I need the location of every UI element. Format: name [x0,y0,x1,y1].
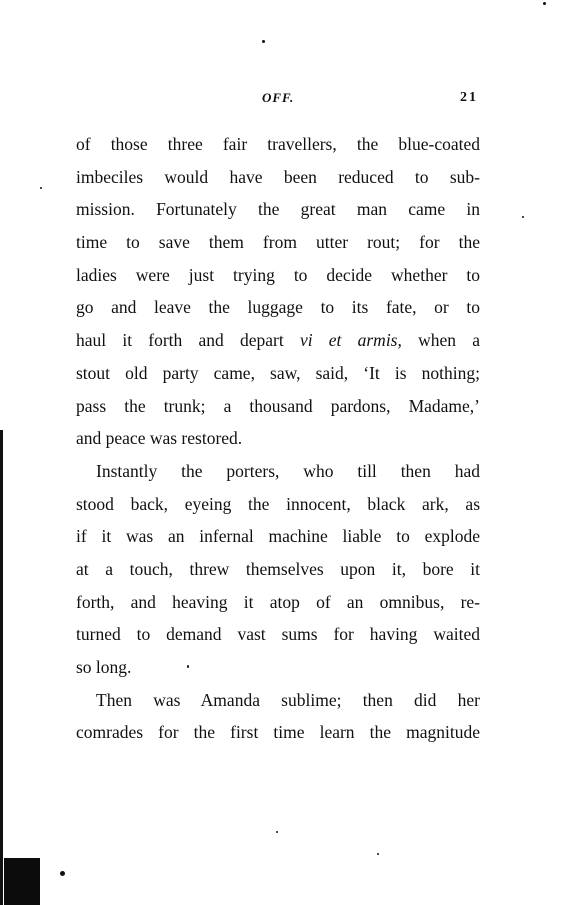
text-line-with-italic [76,324,480,357]
scan-speck [60,871,65,876]
text-line: if it was an infernal machine liable to explode [76,526,480,547]
text-line: stout old party came, saw, said, ‘It is nothing; [76,362,480,383]
text-line: so long. [76,657,132,677]
text-line: ladies were just trying to decide whether to [76,264,480,285]
text-segment: when a [401,330,480,351]
text-line: Then was Amanda sublime; then did her [96,689,480,710]
text-line: stood back, eyeing the innocent, black ark, as [76,493,480,514]
text-line: and peace was restored. [76,428,243,449]
scan-edge-shadow [0,430,3,905]
scan-speck [40,187,42,189]
scan-speck [522,216,524,218]
text-line: go and leave the luggage to its fate, or to [76,297,480,318]
text-line: forth, and heaving it atop of an omnibus, re- [76,591,480,612]
text-line: of those three fair travellers, the blue-coated [76,134,480,154]
scan-speck [187,665,189,668]
scan-edge-blob [4,858,40,905]
text-line: pass the trunk; a thousand pardons, Madame,’ [76,395,480,416]
text-segment: haul it forth and depart [76,330,300,351]
scan-speck [543,2,546,5]
text-line: mission. Fortunately the great man came in [76,199,480,220]
text-line: comrades for the first time learn the magnitude [76,722,480,743]
text-line: turned to demand vast sums for having waited [76,624,480,645]
text-line: imbeciles would have been reduced to sub- [76,166,480,187]
body-text [76,128,480,749]
scan-speck [377,853,379,855]
text-line: at a touch, threw themselves upon it, bore it [76,558,480,579]
page-number: 21 [460,90,478,105]
text-line: time to save them from utter rout; for the [76,232,480,253]
scan-speck [262,40,265,43]
scan-speck [276,831,278,833]
text-line: Instantly the porters, who till then had [96,460,480,481]
latin-phrase: vi et armis, [299,330,402,351]
running-title: OFF. [262,90,295,105]
